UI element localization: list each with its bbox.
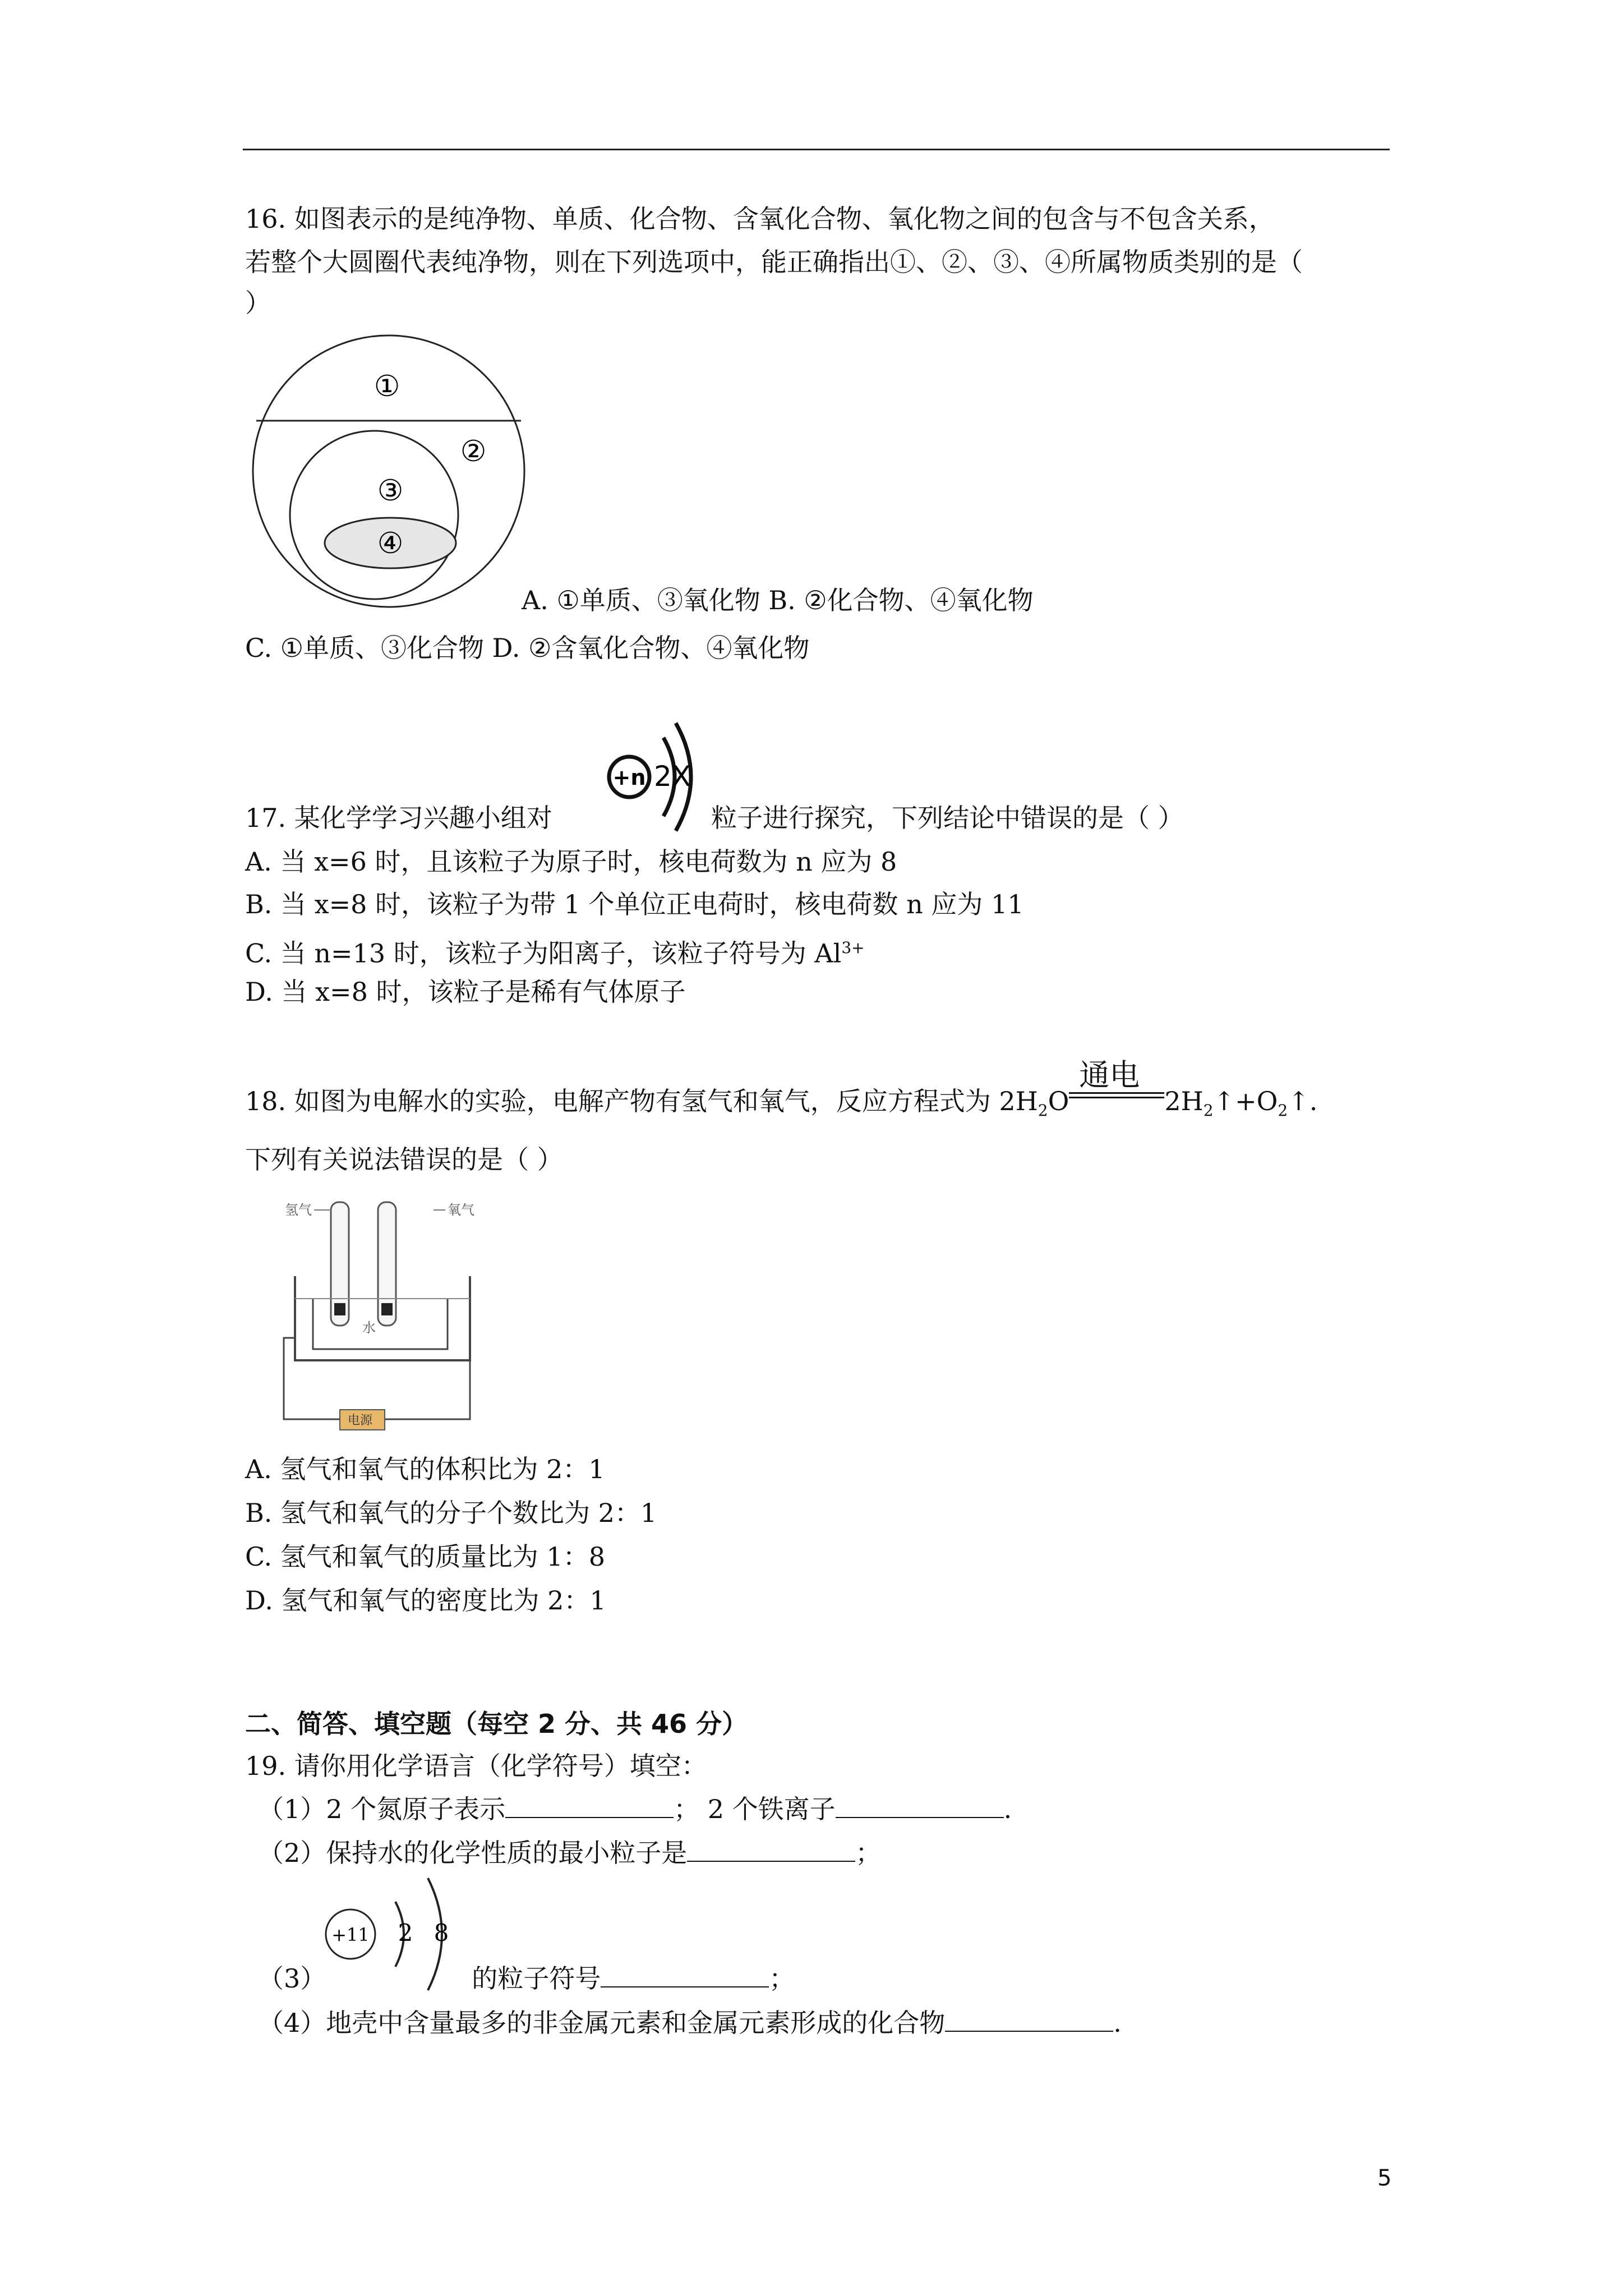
q17-stem-b: 粒子进行探究，下列结论中错误的是（ ） bbox=[711, 803, 1184, 833]
q18-option-d: D. 氢气和氧气的密度比为 2：1 bbox=[245, 1585, 606, 1616]
q18-option-c: C. 氢气和氧气的质量比为 1：8 bbox=[245, 1542, 605, 1572]
shell-1-label: 2 bbox=[398, 1919, 413, 1947]
answer-blank-2[interactable] bbox=[836, 1792, 1004, 1818]
q16-line2: 若整个大圆圈代表纯净物，则在下列选项中，能正确指出①、②、③、④所属物质类别的是（ bbox=[245, 247, 1303, 277]
nucleus-label: +11 bbox=[331, 1924, 370, 1945]
power-label: 电源 bbox=[348, 1414, 373, 1428]
q19-part4: （4）地壳中含量最多的非金属元素和金属元素形成的化合物 . bbox=[258, 2006, 1122, 2040]
page-number: 5 bbox=[1377, 2165, 1392, 2191]
label-4: ④ bbox=[377, 527, 404, 560]
wire bbox=[284, 1338, 470, 1419]
q19-part2: （2）保持水的化学性质的最小粒子是 ； bbox=[258, 1836, 881, 1870]
section-2-title: 二、简答、填空题（每空 2 分、共 46 分） bbox=[245, 1709, 748, 1739]
q17-option-a: A. 当 x=6 时，且该粒子为原子时，核电荷数为 n 应为 8 bbox=[245, 846, 897, 877]
nucleus-label: +n bbox=[612, 765, 646, 790]
q16-line1: 16. 如图表示的是纯净物、单质、化合物、含氧化合物、氧化物之间的包含与不包含关系， bbox=[245, 204, 1275, 234]
answer-blank-1[interactable] bbox=[505, 1792, 674, 1818]
q19-part1: （1）2 个氮原子表示 ； 2 个铁离子 . bbox=[258, 1792, 1012, 1826]
q17-stem-a: 17. 某化学学习兴趣小组对 bbox=[245, 803, 552, 833]
label-2: ② bbox=[460, 435, 487, 468]
shell-2-label: 8 bbox=[434, 1919, 449, 1947]
q16-options-cd: C. ①单质、③化合物 D. ②含氧化合物、④氧化物 bbox=[245, 633, 810, 663]
q17-option-d: D. 当 x=8 时，该粒子是稀有气体原子 bbox=[245, 977, 686, 1007]
q17-option-b: B. 当 x=8 时，该粒子为带 1 个单位正电荷时，核电荷数 n 应为 11 bbox=[245, 889, 1024, 919]
q16-venn-diagram bbox=[247, 337, 538, 611]
q18-line2: 下列有关说法错误的是（ ） bbox=[245, 1144, 563, 1175]
answer-blank-3[interactable] bbox=[687, 1836, 855, 1862]
header-rule bbox=[243, 149, 1390, 150]
label-3: ③ bbox=[377, 474, 404, 508]
q18-stem: 18. 如图为电解水的实验，电解产物有氢气和氧气，反应方程式为 $2H_2O$ 通电 $2H_2↑+O_2↑$. bbox=[245, 1057, 1318, 1120]
middle-circle bbox=[290, 431, 458, 599]
q18-option-a: A. 氢气和氧气的体积比为 2：1 bbox=[245, 1454, 605, 1484]
q18-option-b: B. 氢气和氧气的分子个数比为 2：1 bbox=[245, 1498, 657, 1528]
q18-electrolysis-apparatus bbox=[279, 1198, 492, 1433]
hydrogen-label: 氢气 bbox=[285, 1202, 312, 1218]
q19-stem: 19. 请你用化学语言（化学符号）填空： bbox=[245, 1751, 707, 1781]
q19-part3: （3） 的粒子符号 ； bbox=[258, 1962, 795, 1995]
shell-label: 2X bbox=[653, 760, 691, 793]
answer-blank-4[interactable] bbox=[601, 1962, 769, 1987]
oxygen-label: 氧气 bbox=[448, 1202, 474, 1218]
q17-option-c: C. 当 n=13 时，该粒子为阳离子，该粒子符号为 $Al^{3+}$ bbox=[245, 938, 865, 969]
label-1: ① bbox=[374, 370, 400, 403]
water-label: 水 bbox=[362, 1320, 376, 1336]
q16-line3: ） bbox=[245, 288, 271, 318]
answer-blank-5[interactable] bbox=[945, 2006, 1113, 2032]
q16-options-ab: A. ①单质、③氧化物 B. ②化合物、④氧化物 bbox=[522, 585, 1034, 615]
q17-atom-structure bbox=[597, 715, 704, 839]
